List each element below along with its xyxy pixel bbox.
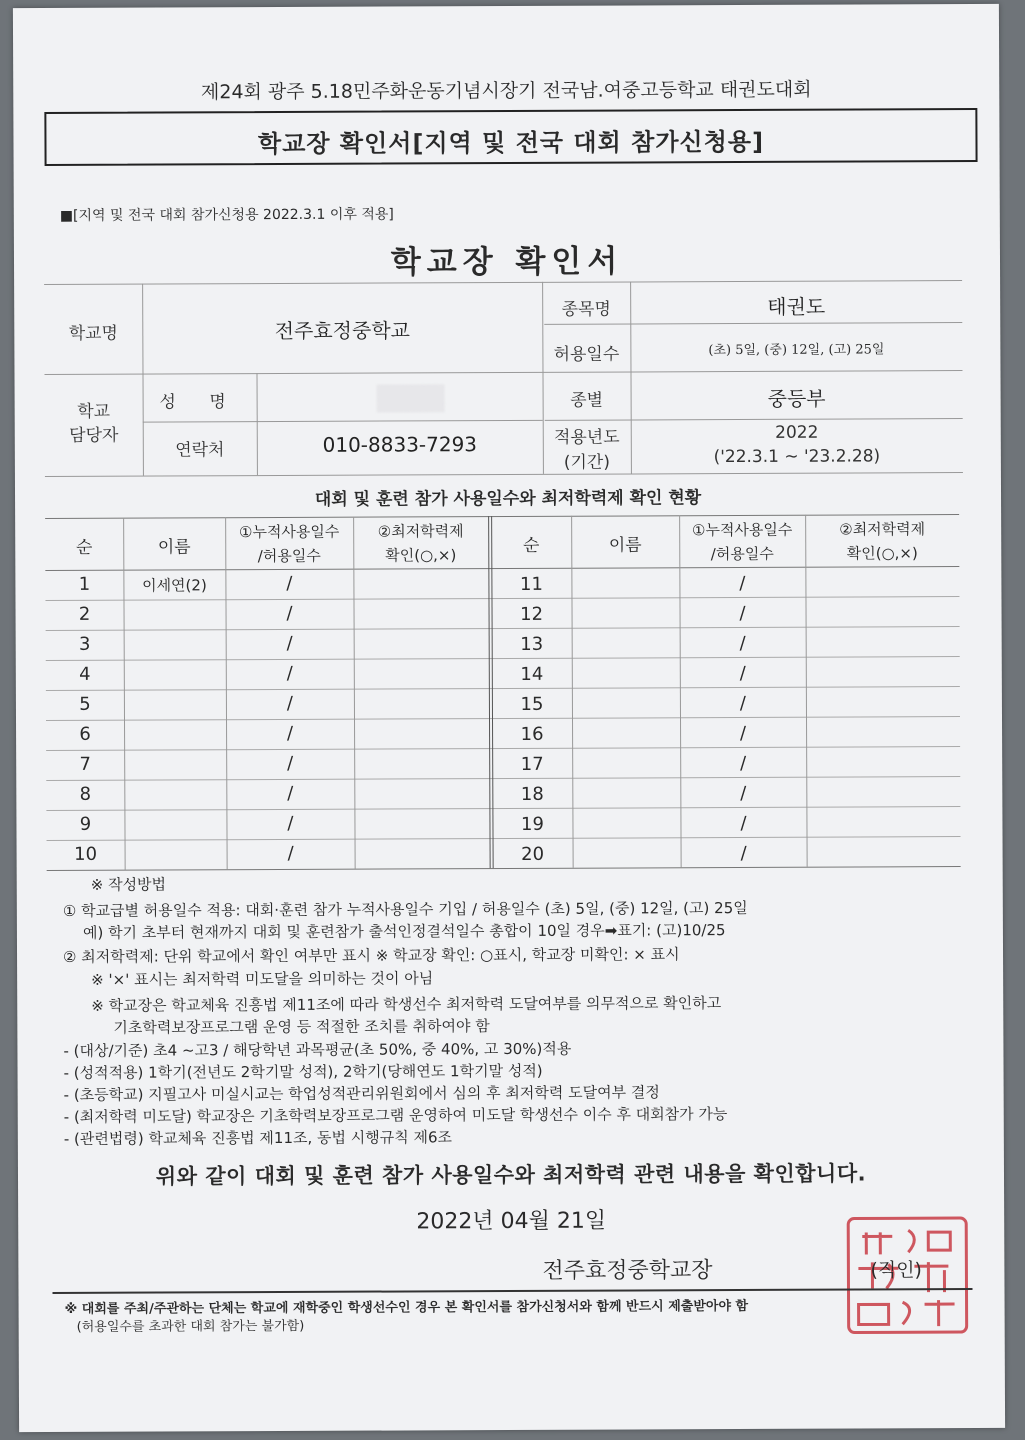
contact-label: 연락처 xyxy=(175,440,225,461)
days-cell: / xyxy=(286,662,293,684)
instruction-line: - (성적적용) 1학기(전년도 2학기말 성적), 2학기(당해연도 1학기말 성적) xyxy=(63,1061,543,1082)
rule xyxy=(143,420,543,423)
col-days-header: ①누적사용일수 xyxy=(238,522,340,542)
rule xyxy=(45,472,963,477)
row-number: 17 xyxy=(520,753,544,775)
instruction-line: 예) 학기 초부터 현재까지 대회 및 훈련참가 출석인정결석일수 총합이 10일 경우➡표기: (고)10/25 xyxy=(82,921,726,942)
days-cell: / xyxy=(739,602,746,624)
row-number: 16 xyxy=(520,723,544,745)
days-cell: / xyxy=(739,692,747,714)
days-cell: / xyxy=(740,812,747,834)
col-no-header-right: 순 xyxy=(522,535,540,556)
check-cell xyxy=(354,692,489,693)
title-box xyxy=(44,108,977,166)
instruction-line: ② 최저학력제: 단위 학교에서 확인 여부만 표시 ※ 학교장 확인: ○표시, 학교장 미확인: × 표시 xyxy=(62,945,680,966)
row-rule xyxy=(46,746,960,751)
manager-label: 학교 담당자 xyxy=(69,401,119,446)
row-number: 20 xyxy=(521,843,545,865)
sport-label: 종목명 xyxy=(561,299,611,320)
year-label: 적용년도 xyxy=(553,427,620,448)
rule xyxy=(45,566,959,571)
days-cell: / xyxy=(286,602,293,624)
instruction-line: ① 학교급별 허용일수 적용: 대회·훈련 참가 누적사용일수 기입 / 허용일수 (초) 5일, (중) 12일, (고) 25일 xyxy=(62,898,748,920)
name-label: 성 명 xyxy=(159,392,240,413)
days-cell: / xyxy=(287,812,294,834)
days-cell: / xyxy=(739,572,746,594)
row-number: 5 xyxy=(79,693,91,715)
check-cell xyxy=(807,842,961,843)
row-number: 6 xyxy=(79,723,91,745)
col-days-header-2: /허용일수 xyxy=(257,546,321,566)
allowed-days-label: 허용일수 xyxy=(553,344,620,365)
school-label: 학교명 xyxy=(68,323,119,344)
signer-name: 전주효정중학교장 xyxy=(542,1258,713,1284)
check-cell xyxy=(806,782,960,783)
document-date: 2022년 04월 21일 xyxy=(416,1208,607,1235)
col-check-header-2: 확인(○,×) xyxy=(385,546,457,565)
days-cell: / xyxy=(287,752,294,774)
check-cell xyxy=(354,782,489,783)
col-days-header-right: ①누적사용일수 xyxy=(691,520,793,540)
year-value: 2022 xyxy=(775,422,819,443)
days-cell: / xyxy=(287,782,294,804)
row-number: 2 xyxy=(78,603,91,625)
days-cell: / xyxy=(287,842,294,864)
col-days-header-right-2: /허용일수 xyxy=(710,544,774,564)
instruction-line: - (대상/기준) 초4 ~고3 / 해당학년 과목평균(초 50%, 중 40%, 고 30%)적용 xyxy=(63,1039,572,1060)
category-label: 종별 xyxy=(570,390,604,411)
row-number: 10 xyxy=(74,843,98,865)
row-rule xyxy=(46,626,960,631)
col-check-header: ②최저학력제 xyxy=(377,522,464,541)
student-name: 이세연(2) xyxy=(142,576,207,595)
check-cell xyxy=(355,842,490,843)
row-number: 8 xyxy=(79,783,92,805)
row-number: 3 xyxy=(78,633,91,655)
row-rule xyxy=(46,656,960,661)
box-title: 학교장 확인서[지역 및 전국 대회 참가신청용] xyxy=(257,127,765,159)
col-name-header: 이름 xyxy=(157,537,191,558)
year-period-value: ('22.3.1 ~ '23.2.28) xyxy=(713,446,881,468)
row-number: 4 xyxy=(79,663,91,685)
col-name-header-right: 이름 xyxy=(608,535,642,556)
check-cell xyxy=(805,602,959,603)
col-no-header: 순 xyxy=(75,537,93,558)
days-cell: / xyxy=(286,722,294,744)
row-rule xyxy=(45,596,959,601)
rule xyxy=(44,370,962,375)
rule xyxy=(47,866,961,871)
check-cell xyxy=(806,812,960,813)
event-title: 제24회 광주 5.18민주화운동기념시장기 전국남.여중고등학교 태권도대회 xyxy=(200,78,812,104)
row-number: 14 xyxy=(520,663,544,685)
row-number: 11 xyxy=(519,573,543,595)
row-number: 19 xyxy=(520,813,544,835)
year-label-period: (기간) xyxy=(563,452,610,473)
redacted-name xyxy=(377,384,445,412)
days-cell: / xyxy=(739,662,746,684)
days-cell: / xyxy=(740,842,747,864)
row-number: 7 xyxy=(79,753,91,775)
confirmation-statement: 위와 같이 대회 및 훈련 참가 사용일수와 최저학력 관련 내용을 확인합니다. xyxy=(155,1161,867,1189)
check-cell xyxy=(354,752,489,753)
days-cell: / xyxy=(739,722,747,744)
instruction-line: 기초학력보장프로그램 운영 등 적절한 조치를 취하여야 함 xyxy=(113,1017,490,1037)
instruction-line: - (최저학력 미도달) 학교장은 기초학력보장프로그램 운영하여 미도달 학생선수 이수 후 대회참가 가능 xyxy=(63,1105,728,1126)
footer-note: ※ 대회를 주최/주관하는 단체는 학교에 재학중인 학생선수인 경우 본 확인서를 참가신청서와 함께 반드시 제출받아야 함 xyxy=(64,1298,749,1317)
instructions-heading: ※ 작성방법 xyxy=(90,875,167,894)
row-number: 13 xyxy=(520,633,544,655)
check-cell xyxy=(806,722,960,723)
sport-value: 태권도 xyxy=(767,294,826,319)
days-cell: / xyxy=(740,782,747,804)
table-caption: 대회 및 훈련 참가 사용일수와 최저학력제 확인 현황 xyxy=(314,488,702,510)
days-cell: / xyxy=(286,632,293,654)
check-cell xyxy=(806,632,960,633)
school-value: 전주효정중학교 xyxy=(274,318,410,344)
check-cell xyxy=(806,752,960,753)
check-cell xyxy=(354,812,489,813)
days-cell: / xyxy=(740,752,747,774)
row-number: 18 xyxy=(520,783,544,805)
days-cell: / xyxy=(286,692,294,714)
row-number: 9 xyxy=(79,813,92,835)
row-rule xyxy=(46,806,960,811)
instruction-line: - (초등학교) 지필고사 미실시교는 학업성적관리위원회에서 심의 후 최저학력 도달여부 결정 xyxy=(63,1083,660,1104)
instruction-line: ※ 학교장은 학교체육 진흥법 제11조에 따라 학생선수 최저학력 도달여부를 의무적으로 확인하고 xyxy=(91,994,722,1015)
check-cell xyxy=(354,632,489,633)
seal-mark: (직인) xyxy=(870,1259,923,1282)
row-rule xyxy=(46,716,960,721)
document-page xyxy=(13,4,1005,1432)
row-rule xyxy=(47,836,961,841)
row-number: 15 xyxy=(520,693,544,715)
row-number: 1 xyxy=(78,573,91,595)
applicability-note: ■[지역 및 전국 대회 참가신청용 2022.3.1 이후 적용] xyxy=(59,206,394,224)
col-check-header-right-2: 확인(○,×) xyxy=(846,544,918,563)
footer-note-2: (허용일수를 초과한 대회 참가는 불가함) xyxy=(76,1318,305,1335)
row-rule xyxy=(46,686,960,691)
row-number: 12 xyxy=(520,603,544,625)
col-check-header-right: ②최저학력제 xyxy=(839,520,926,539)
doc-title: 학교장 확인서 xyxy=(390,243,624,281)
check-cell xyxy=(805,572,959,573)
instruction-line: - (관련법령) 학교체육 진흥법 제11조, 동법 시행규칙 제6조 xyxy=(63,1128,453,1148)
check-cell xyxy=(353,602,488,603)
days-cell: / xyxy=(739,632,746,654)
check-cell xyxy=(806,692,960,693)
check-cell xyxy=(354,722,489,723)
contact-value: 010-8833-7293 xyxy=(322,432,478,457)
category-value: 중등부 xyxy=(767,386,826,411)
check-cell xyxy=(354,662,489,663)
allowed-days-value: (초) 5일, (중) 12일, (고) 25일 xyxy=(708,342,885,359)
rule xyxy=(544,322,962,325)
check-cell xyxy=(806,662,960,663)
rule xyxy=(545,418,963,421)
days-cell: / xyxy=(286,572,293,594)
check-cell xyxy=(353,572,488,573)
instruction-line: ※ '×' 표시는 최저학력 미도달을 의미하는 것이 아님 xyxy=(91,969,434,989)
row-rule xyxy=(46,776,960,781)
